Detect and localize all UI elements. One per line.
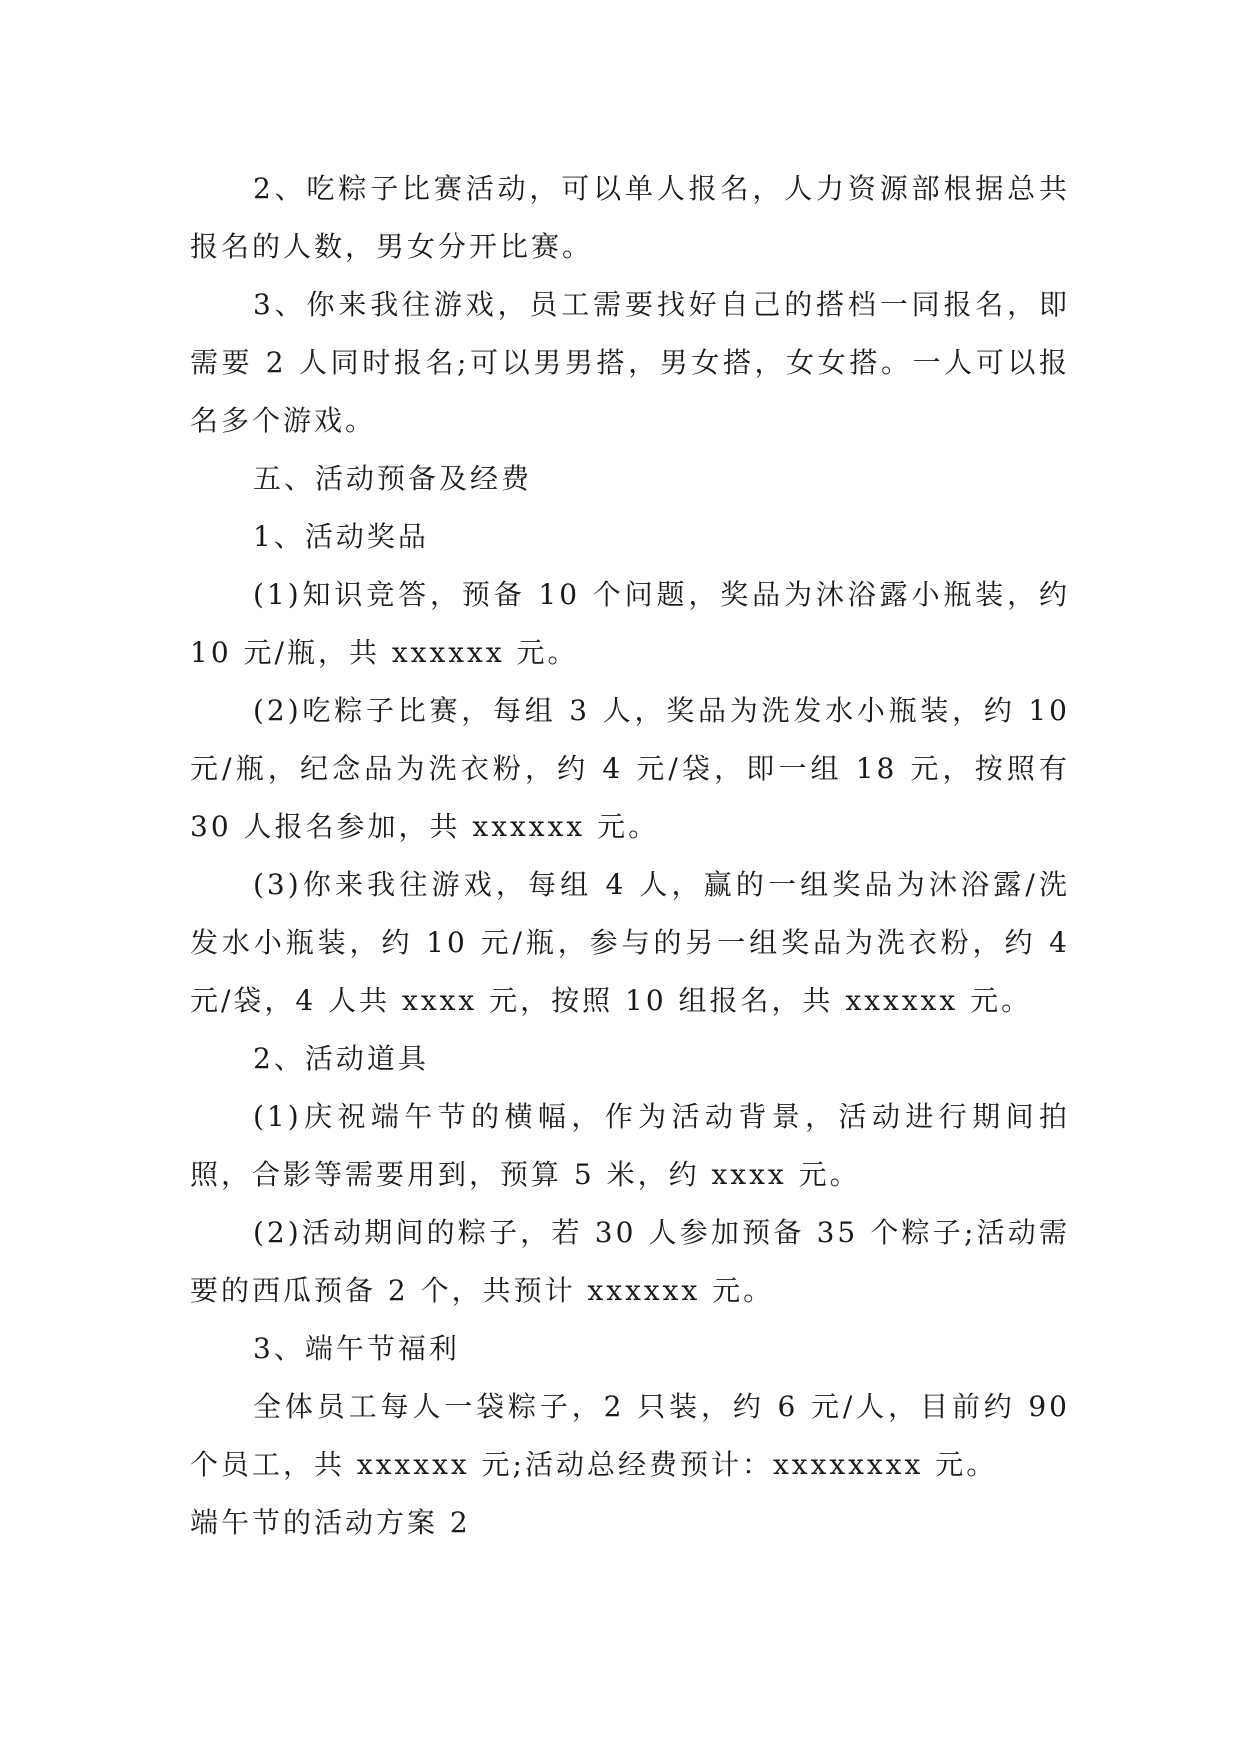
paragraph-quiz-prizes: (1)知识竞答，预备 10 个问题，奖品为沐浴露小瓶装，约 10 元/瓶，共 xxxxxx 元。: [190, 578, 1070, 669]
paragraph-zongzi-supplies: (2)活动期间的粽子，若 30 人参加预备 35 个粽子;活动需要的西瓜预备 2 个，共预计 xxxxxx 元。: [190, 1216, 1070, 1307]
paragraph-banner: (1)庆祝端午节的横幅，作为活动背景，活动进行期间拍照，合影等需要用到，预算 5 米，约 xxxx 元。: [190, 1100, 1070, 1191]
paragraph-employee-benefits: 全体员工每人一袋粽子，2 只装，约 6 元/人，目前约 90 个员工，共 xxxxxx 元;活动总经费预计：xxxxxxxx 元。: [190, 1390, 1070, 1481]
heading-prizes: 1、活动奖品: [253, 520, 429, 553]
paragraph-game-signup: 3、你来我往游戏，员工需要找好自己的搭档一同报名，即需要 2 人同时报名;可以男男搭，男女搭，女女搭。一人可以报名多个游戏。: [190, 288, 1070, 437]
paragraph-game-prizes: (3)你来我往游戏，每组 4 人，赢的一组奖品为沐浴露/洗发水小瓶装，约 10 元/瓶，参与的另一组奖品为洗衣粉，约 4 元/袋，4 人共 xxxx 元，按照 10 组报名，共 xxxxxx 元。: [190, 868, 1070, 1017]
document-body: [190, 160, 1070, 1552]
heading-preparation-and-budget: 五、活动预备及经费: [253, 462, 533, 495]
paragraph-zongzi-contest-prizes: (2)吃粽子比赛，每组 3 人，奖品为洗发水小瓶装，约 10 元/瓶，纪念品为洗衣粉，约 4 元/袋，即一组 18 元，按照有 30 人报名参加，共 xxxxxx 元。: [190, 694, 1070, 843]
heading-props: 2、活动道具: [253, 1042, 429, 1075]
paragraph-zongzi-contest-signup: 2、吃粽子比赛活动，可以单人报名，人力资源部根据总共报名的人数，男女分开比赛。: [190, 172, 1070, 263]
heading-benefits: 3、端午节福利: [253, 1332, 460, 1365]
section-title: 端午节的活动方案 2: [190, 1506, 471, 1539]
